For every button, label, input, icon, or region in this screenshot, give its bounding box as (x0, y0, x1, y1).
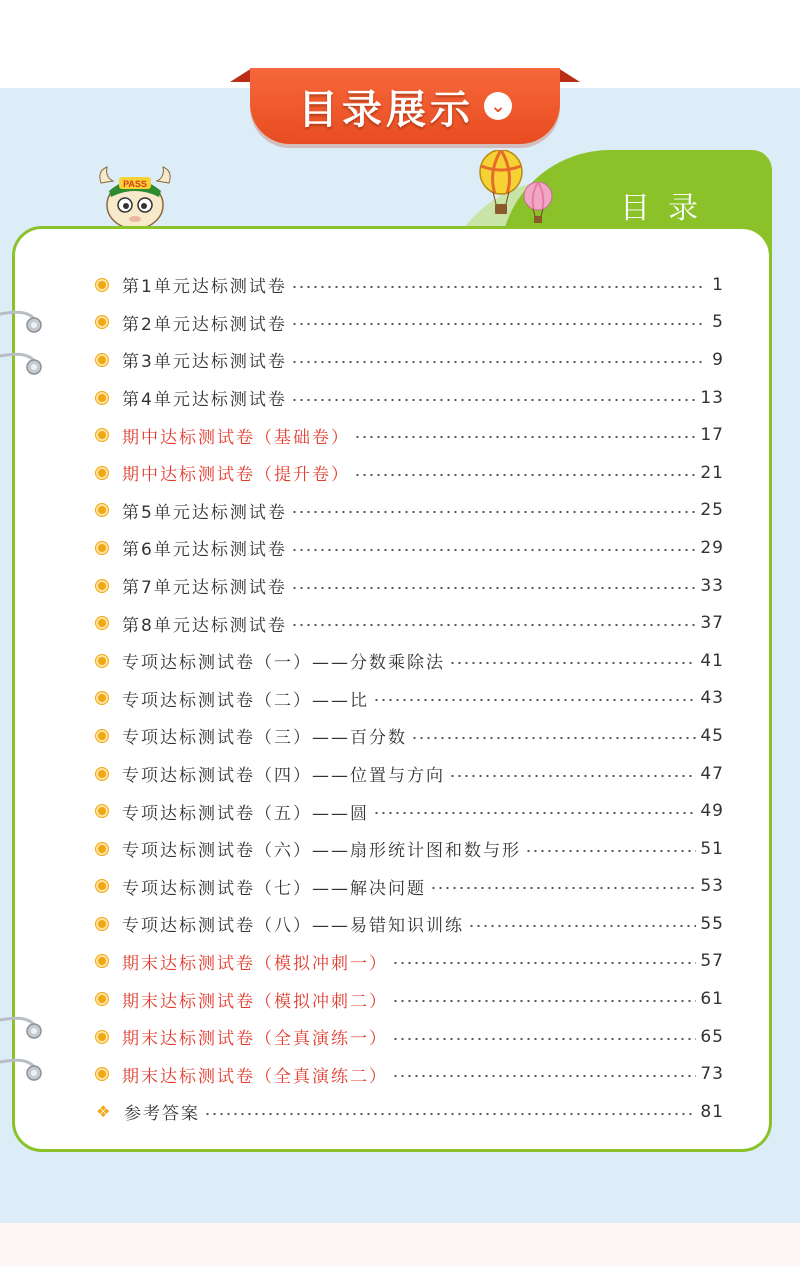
toc-entry-page: 55 (700, 913, 724, 934)
circle-bullet-icon (96, 467, 108, 479)
toc-entry-label: 第3单元达标测试卷 (122, 352, 287, 373)
chevron-down-icon: ⌄ (484, 92, 512, 120)
header-ribbon (230, 60, 580, 150)
toc-entry[interactable] (96, 868, 724, 906)
toc-entry-page: 81 (700, 1101, 724, 1122)
toc-entry-page: 33 (700, 575, 724, 596)
small-balloon-icon (522, 182, 554, 224)
circle-bullet-icon (96, 730, 108, 742)
circle-bullet-icon (96, 1031, 108, 1043)
dot-leader (291, 510, 697, 514)
dot-leader (392, 961, 696, 965)
toc-entry-page: 47 (700, 763, 724, 784)
binder-ring-icon (0, 350, 46, 384)
binder-ring-icon (0, 1056, 46, 1090)
dot-leader (291, 623, 697, 627)
circle-bullet-icon (96, 354, 108, 366)
dot-leader (291, 322, 702, 326)
toc-entry[interactable] (96, 943, 724, 981)
dot-leader (354, 473, 696, 477)
toc-entry[interactable] (96, 341, 724, 379)
dot-leader (291, 548, 697, 552)
toc-entry[interactable] (96, 604, 724, 642)
dot-leader (525, 849, 696, 853)
toc-entry-page: 53 (700, 876, 724, 897)
toc-entry[interactable] (96, 830, 724, 868)
background-footer (0, 1223, 800, 1266)
toc-entry-label: 专项达标测试卷（三）——百分数 (122, 728, 407, 749)
dot-leader (204, 1112, 696, 1116)
toc-entry-page: 1 (712, 274, 724, 295)
dot-leader (392, 1037, 696, 1041)
circle-bullet-icon (96, 617, 108, 629)
toc-entry[interactable] (96, 1055, 724, 1093)
toc-entry-label: 专项达标测试卷（八）——易错知识训练 (122, 916, 464, 937)
circle-bullet-icon (96, 843, 108, 855)
toc-entry-label: 第5单元达标测试卷 (122, 502, 287, 523)
circle-bullet-icon (96, 768, 108, 780)
toc-entry-label: 专项达标测试卷（五）——圆 (122, 803, 369, 824)
toc-entry[interactable] (96, 379, 724, 417)
toc-entry-page: 29 (700, 537, 724, 558)
circle-bullet-icon (96, 580, 108, 592)
toc-entry[interactable] (96, 792, 724, 830)
toc-entry-label: 参考答案 (124, 1104, 200, 1125)
toc-entry-page: 57 (700, 951, 724, 972)
toc-entry-label: 专项达标测试卷（七）——解决问题 (122, 878, 426, 899)
toc-entry[interactable] (96, 905, 724, 943)
circle-bullet-icon (96, 805, 108, 817)
dot-leader (392, 1074, 696, 1078)
toc-entry-label: 第6单元达标测试卷 (122, 540, 287, 561)
dot-leader (291, 398, 697, 402)
toc-entry-label: 第2单元达标测试卷 (122, 314, 287, 335)
mascot-cap-text: PASS (123, 179, 147, 189)
toc-entry-label: 期末达标测试卷（全真演练一） (122, 1029, 388, 1050)
toc-list (96, 266, 724, 1131)
toc-entry-page: 25 (700, 500, 724, 521)
toc-entry[interactable] (96, 755, 724, 793)
dot-leader (468, 924, 696, 928)
dot-leader (430, 886, 696, 890)
toc-entry-page: 49 (700, 801, 724, 822)
toc-entry[interactable] (96, 567, 724, 605)
dot-leader (373, 698, 696, 702)
toc-entry-label: 期末达标测试卷（模拟冲刺一） (122, 953, 388, 974)
toc-entry-page: 43 (700, 688, 724, 709)
toc-entry[interactable] (96, 529, 724, 567)
toc-entry[interactable] (96, 717, 724, 755)
toc-entry-page: 37 (700, 613, 724, 634)
dot-leader (291, 586, 697, 590)
toc-entry-page: 5 (712, 312, 724, 333)
toc-entry-page: 65 (700, 1026, 724, 1047)
toc-entry-label: 期中达标测试卷（提升卷） (122, 465, 350, 486)
toc-entry[interactable] (96, 1018, 724, 1056)
toc-entry-page: 73 (700, 1064, 724, 1085)
toc-entry[interactable] (96, 492, 724, 530)
page-title: 目录展示 (298, 86, 474, 133)
toc-entry-label: 期中达标测试卷（基础卷） (122, 427, 350, 448)
toc-entry[interactable] (96, 1093, 724, 1131)
binder-ring-icon (0, 1014, 46, 1048)
toc-entry-label: 期末达标测试卷（模拟冲刺二） (122, 991, 388, 1012)
circle-bullet-icon (96, 692, 108, 704)
circle-bullet-icon (96, 392, 108, 404)
toc-entry-label: 专项达标测试卷（六）——扇形统计图和数与形 (122, 841, 521, 862)
toc-entry-label: 专项达标测试卷（一）——分数乘除法 (122, 653, 445, 674)
dot-leader (291, 360, 702, 364)
circle-bullet-icon (96, 542, 108, 554)
toc-entry[interactable] (96, 266, 724, 304)
tab-title: 目录 (620, 191, 716, 226)
toc-entry[interactable] (96, 454, 724, 492)
circle-bullet-icon (96, 316, 108, 328)
toc-entry-page: 61 (700, 989, 724, 1010)
circle-bullet-icon (96, 880, 108, 892)
circle-bullet-icon (96, 1068, 108, 1080)
toc-entry-page: 17 (700, 425, 724, 446)
toc-entry-label: 第8单元达标测试卷 (122, 615, 287, 636)
circle-bullet-icon (96, 993, 108, 1005)
toc-entry[interactable] (96, 680, 724, 718)
mascot-icon (95, 165, 175, 229)
toc-entry-label: 专项达标测试卷（四）——位置与方向 (122, 766, 445, 787)
dot-leader (291, 285, 702, 289)
toc-entry-label: 专项达标测试卷（二）——比 (122, 690, 369, 711)
dot-leader (373, 811, 696, 815)
dot-leader (449, 661, 696, 665)
dot-leader (449, 774, 696, 778)
toc-entry[interactable] (96, 416, 724, 454)
toc-entry-label: 第1单元达标测试卷 (122, 277, 287, 298)
toc-entry-page: 21 (700, 462, 724, 483)
diamond-bullet-icon: ❖ (96, 1102, 111, 1122)
toc-entry[interactable] (96, 980, 724, 1018)
binder-ring-icon (0, 308, 46, 342)
toc-entry-page: 51 (700, 838, 724, 859)
circle-bullet-icon (96, 955, 108, 967)
toc-entry-page: 13 (700, 387, 724, 408)
toc-entry-page: 45 (700, 725, 724, 746)
circle-bullet-icon (96, 655, 108, 667)
dot-leader (392, 999, 696, 1003)
dot-leader (354, 435, 696, 439)
hot-air-balloon-icon (478, 150, 524, 216)
circle-bullet-icon (96, 918, 108, 930)
circle-bullet-icon (96, 504, 108, 516)
toc-entry-page: 9 (712, 349, 724, 370)
toc-entry-label: 期末达标测试卷（全真演练二） (122, 1066, 388, 1087)
toc-entry[interactable] (96, 304, 724, 342)
toc-entry-label: 第7单元达标测试卷 (122, 578, 287, 599)
dot-leader (411, 736, 696, 740)
toc-entry[interactable] (96, 642, 724, 680)
circle-bullet-icon (96, 429, 108, 441)
toc-entry-page: 41 (700, 650, 724, 671)
circle-bullet-icon (96, 279, 108, 291)
toc-entry-label: 第4单元达标测试卷 (122, 390, 287, 411)
